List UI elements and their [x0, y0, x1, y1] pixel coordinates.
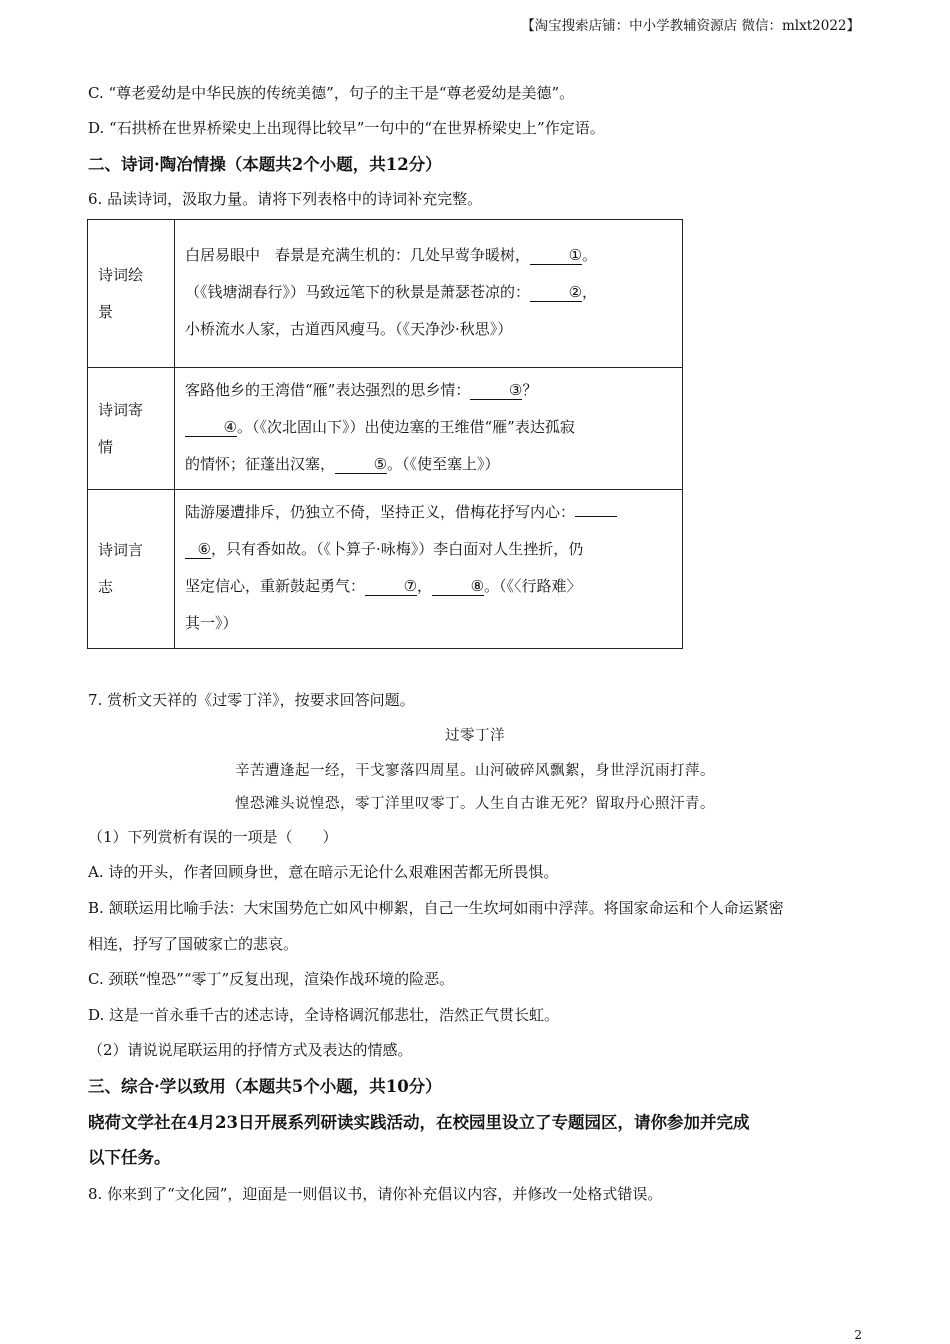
category-label: 景 — [98, 302, 114, 321]
section-3-intro: 晓荷文学社在4月23日开展系列研读实践活动，在校园里设立了专题园区，请你参加并完成 — [88, 1113, 750, 1132]
table-row — [88, 368, 683, 490]
text: 。（《〈行路难〉 — [484, 577, 582, 595]
content-line — [185, 531, 672, 568]
question-6: 6. 品读诗词，汲取力量。请将下列表格中的诗词补充完整。 — [88, 190, 483, 208]
content-line: 小桥流水人家，古道西风瘦马。（《天净沙·秋思》） — [185, 320, 513, 338]
option-b: B. 颔联运用比喻手法：大宋国势危亡如风中柳絮，自己一生坎坷如雨中浮萍。将国家命运和个人命运紧密 — [88, 899, 784, 917]
category-label: 志 — [98, 578, 114, 596]
text: 坚定信心，重新鼓起勇气： — [185, 577, 366, 595]
section-2-title: 二、诗词·陶冶情操（本题共2个小题，共12分） — [88, 155, 442, 174]
content-line — [185, 494, 672, 531]
category-label: 诗词寄 — [98, 400, 144, 419]
poem-line-1: 辛苦遭逢起一经，干戈寥落四周星。山河破碎风飘絮，身世浮沉雨打萍。 — [235, 763, 715, 779]
option-b-cont: 相连，抒写了国破家亡的悲哀。 — [88, 935, 299, 953]
text: ， — [582, 283, 598, 301]
option-c: C. 颈联“惶恐”“零丁”反复出现，渲染作战环境的险恶。 — [88, 970, 455, 988]
text: ？ — [522, 381, 538, 399]
table-row — [88, 490, 683, 649]
blank-6[interactable]: ⑥ — [185, 540, 211, 559]
poem-title: 过零丁洋 — [445, 728, 505, 744]
content-line — [185, 568, 672, 605]
content-line — [185, 372, 672, 409]
category-cell — [88, 490, 175, 649]
blank-4[interactable]: ④ — [185, 418, 237, 437]
text: 陆游屡遭排斥，仍独立不倚，坚持正义，借梅花抒写内心： — [185, 503, 576, 521]
section-3-intro-cont: 以下任务。 — [88, 1148, 171, 1167]
page-number: 2 — [854, 1328, 862, 1342]
category-label: 诗词绘 — [98, 265, 144, 284]
category-cell — [88, 220, 175, 368]
page-header-note: 【淘宝搜索店铺：中小学教辅资源店 微信：mlxt2022】 — [521, 18, 860, 34]
text: ， — [417, 577, 433, 595]
table-row — [88, 220, 683, 368]
content-cell — [175, 368, 683, 490]
category-label: 诗词言 — [98, 541, 144, 559]
content-line — [185, 237, 672, 274]
sub-question-2: （2）请说说尾联运用的抒情方式及表达的情感。 — [88, 1041, 413, 1059]
blank-8[interactable]: ⑧ — [432, 577, 484, 596]
poem-line-2: 惶恐滩头说惶恐，零丁洋里叹零丁。人生自古谁无死？留取丹心照汗青。 — [235, 796, 715, 812]
blank-1[interactable]: ① — [530, 246, 582, 265]
option-d-line: D. “石拱桥在世界桥梁史上出现得比较早”一句中的“在世界桥梁史上”作定语。 — [88, 119, 605, 137]
option-c-line: C. “尊老爱幼是中华民族的传统美德”，句子的主干是“尊老爱幼是美德”。 — [88, 84, 575, 102]
content-line — [185, 274, 672, 311]
question-7: 7. 赏析文天祥的《过零丁洋》，按要求回答问题。 — [88, 691, 415, 709]
blank-7[interactable]: ⑦ — [365, 577, 417, 596]
blank-2[interactable]: ② — [530, 283, 582, 302]
poetry-table — [87, 219, 683, 649]
category-label: 情 — [98, 437, 114, 456]
blank-3[interactable]: ③ — [470, 381, 522, 400]
text: （《钱塘湖春行》）马致远笔下的秋景是萧瑟苍凉的： — [185, 283, 531, 301]
text: 。（《使至塞上》） — [387, 455, 500, 473]
content-cell — [175, 490, 683, 649]
sub-question-1: （1）下列赏析有误的一项是（ ） — [88, 828, 338, 846]
text: 客路他乡的王湾借“雁”表达强烈的思乡情： — [185, 381, 471, 399]
blank-6-start[interactable] — [575, 516, 617, 517]
category-cell — [88, 368, 175, 490]
content-line: 其一》） — [185, 614, 238, 632]
content-line — [185, 446, 672, 483]
text: ，只有香如故。（《卜算子·咏梅》）李白面对人生挫折，仍 — [211, 540, 584, 558]
blank-5[interactable]: ⑤ — [335, 455, 387, 474]
content-line — [185, 409, 672, 446]
text: 的情怀；征蓬出汉塞， — [185, 455, 336, 473]
section-3-title: 三、综合·学以致用（本题共5个小题，共10分） — [88, 1077, 442, 1096]
content-cell — [175, 220, 683, 368]
text: 。（《次北固山下》）出使边塞的王维借“雁”表达孤寂 — [237, 418, 575, 436]
text: 。 — [582, 246, 598, 264]
question-8: 8. 你来到了“文化园”，迎面是一则倡议书，请你补充倡议内容，并修改一处格式错误。 — [88, 1185, 663, 1203]
option-d: D. 这是一首永垂千古的述志诗，全诗格调沉郁悲壮，浩然正气贯长虹。 — [88, 1006, 560, 1024]
text: 白居易眼中 春景是充满生机的：几处早莺争暖树， — [185, 246, 531, 264]
option-a: A. 诗的开头，作者回顾身世，意在暗示无论什么艰难困苦都无所畏惧。 — [88, 863, 559, 881]
